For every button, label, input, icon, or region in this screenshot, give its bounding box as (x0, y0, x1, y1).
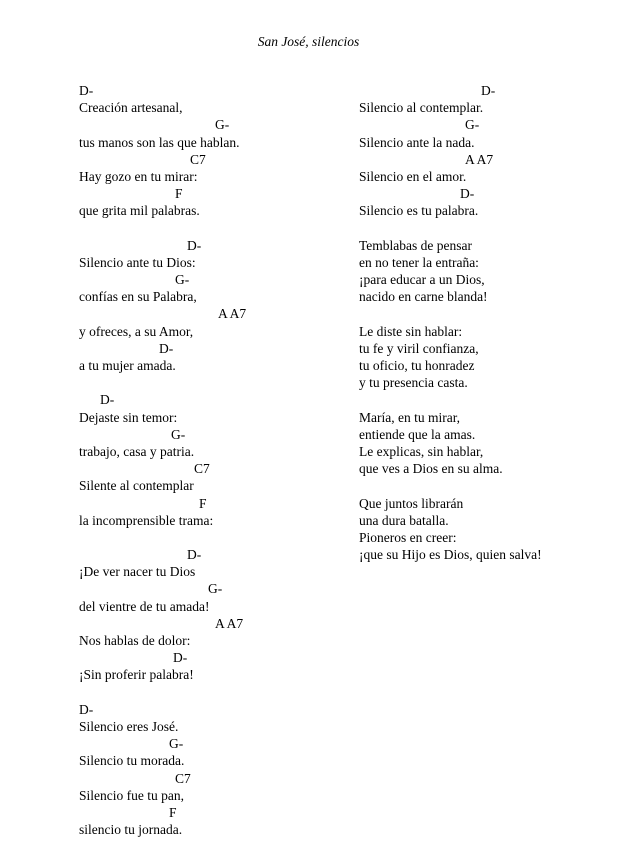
lyric: Silencio ante tu Dios: (79, 254, 196, 270)
chord-line (79, 185, 289, 202)
chord-line (79, 735, 289, 752)
lyric-line (359, 168, 599, 185)
stanza-gap (359, 391, 599, 408)
chord-line (79, 546, 289, 563)
chord: F (199, 495, 207, 511)
chord: F (169, 804, 177, 820)
lyric: Silencio al contemplar. (359, 100, 484, 116)
chord: G- (465, 117, 480, 133)
lyric-line (79, 409, 289, 426)
chord: D- (187, 547, 202, 563)
lyric: Que juntos librarán (359, 495, 464, 511)
lyric: que grita mil palabras. (79, 203, 200, 219)
stanza-gap (79, 684, 289, 701)
chord: C7 (175, 770, 191, 786)
lyric: entiende que la amas. (359, 426, 476, 442)
lyric: a tu mujer amada. (79, 358, 176, 373)
chord: G- (215, 117, 230, 133)
page-title: San José, silencios (257, 34, 360, 49)
lyric: trabajo, casa y patria. (79, 443, 195, 459)
lyric: una dura batalla. (359, 512, 449, 528)
lyric: tus manos son las que hablan. (79, 134, 240, 150)
lyric-line (79, 598, 289, 615)
lyric-line (359, 529, 599, 546)
lyric-line (359, 495, 599, 512)
lyric: ¡que su Hijo es Dios, quien salva! (359, 547, 542, 563)
lyric: Temblabas de pensar (359, 237, 473, 253)
lyric: Dejaste sin temor: (79, 409, 178, 425)
lyric: tu oficio, tu honradez (359, 358, 475, 373)
lyric-line (359, 99, 599, 116)
chord: G- (175, 272, 190, 288)
lyric: confías en su Palabra, (79, 289, 197, 305)
lyric: tu fe y viril confianza, (359, 340, 479, 356)
lyric-line (79, 752, 289, 769)
chord-line (79, 615, 289, 632)
lyric: y tu presencia casta. (359, 375, 468, 391)
lyric: en no tener la entraña: (359, 254, 479, 270)
chord-line (359, 116, 599, 133)
lyric: Silencio fue tu pan, (79, 787, 184, 803)
lyric: del vientre de tu amada! (79, 598, 210, 614)
chord: A A7 (218, 306, 247, 322)
lyric: Hay gozo en tu mirar: (79, 168, 198, 184)
lyric-line (359, 374, 599, 391)
lyric: Silencio es tu palabra. (359, 203, 479, 219)
chord-line (79, 495, 289, 512)
lyric-line (79, 168, 289, 185)
lyric: Silencio eres José. (79, 718, 179, 734)
chord: D- (79, 83, 94, 98)
lyric-line (359, 288, 599, 305)
lyric: ¡De ver nacer tu Dios (79, 564, 196, 580)
stanza-gap (79, 220, 289, 237)
lyric-line (79, 512, 289, 529)
chord-line (79, 151, 289, 168)
lyric-line (79, 323, 289, 340)
stanza-gap (359, 220, 599, 237)
lyric: que ves a Dios en su alma. (359, 461, 503, 477)
chord-line (79, 460, 289, 477)
lyric: Le diste sin hablar: (359, 323, 463, 339)
lyric-line (79, 134, 289, 151)
chord-line (79, 649, 289, 666)
chord-line (79, 770, 289, 787)
lyric-line (359, 202, 599, 219)
lyric-line (359, 134, 599, 151)
right-column (359, 82, 599, 563)
lyric-line (359, 546, 599, 563)
lyric-line (79, 477, 289, 494)
chord: F (175, 186, 183, 202)
chord: D- (187, 237, 202, 253)
chord: G- (169, 736, 184, 752)
lyric-line (359, 340, 599, 357)
chord: D- (79, 701, 94, 717)
chord: D- (173, 650, 188, 666)
stanza-gap (359, 477, 599, 494)
lyric-line (79, 563, 289, 580)
chord: G- (208, 581, 223, 597)
lyric-line (359, 323, 599, 340)
lyric: María, en tu mirar, (359, 409, 461, 425)
lyric-line (359, 460, 599, 477)
lyric-line (79, 821, 289, 838)
chord: A A7 (465, 151, 494, 167)
chord-line (79, 237, 289, 254)
lyric: Silencio en el amor. (359, 168, 467, 184)
lyric-line (79, 666, 289, 683)
lyric-line (79, 718, 289, 735)
lyric-line (79, 202, 289, 219)
lyric: Silencio ante la nada. (359, 134, 475, 150)
chord-line (79, 701, 289, 718)
lyric: ¡para educar a un Dios, (359, 272, 485, 288)
lyric: ¡Sin proferir palabra! (79, 667, 194, 683)
chord-line (79, 580, 289, 597)
lyric: nacido en carne blanda! (359, 289, 488, 305)
lyric-line (359, 512, 599, 529)
left-column (79, 82, 289, 838)
lyric: Le explicas, sin hablar, (359, 443, 484, 459)
chord-line (359, 151, 599, 168)
lyric-line (359, 357, 599, 374)
chord: G- (171, 426, 186, 442)
lyric-line (79, 254, 289, 271)
lyric: silencio tu jornada. (79, 822, 183, 838)
chord-line (79, 804, 289, 821)
chord-line (79, 426, 289, 443)
lyric-line (359, 271, 599, 288)
lyric-line (79, 632, 289, 649)
lyric: Nos hablas de dolor: (79, 633, 191, 648)
chord: D- (159, 340, 174, 356)
lyric-line (79, 288, 289, 305)
stanza-gap (359, 305, 599, 322)
lyric-line (359, 409, 599, 426)
chord-line (79, 340, 289, 357)
lyric-line (79, 787, 289, 804)
chord: D- (460, 186, 475, 202)
stanza-gap (79, 529, 289, 546)
chord: A A7 (215, 615, 244, 631)
chord-line (79, 305, 289, 322)
lyric: Creación artesanal, (79, 100, 183, 116)
lyric: Pioneros en creer: (359, 529, 457, 545)
lyric: y ofreces, a su Amor, (79, 323, 194, 339)
lyric-line (79, 443, 289, 460)
chord: D- (481, 83, 496, 98)
chord: C7 (194, 461, 210, 477)
lyric-line (79, 99, 289, 116)
lyric: Silente al contemplar (79, 478, 194, 494)
chord-line (79, 116, 289, 133)
lyric-line (79, 357, 289, 374)
chord-line (359, 82, 599, 99)
lyric: Silencio tu morada. (79, 753, 185, 769)
lyric-line (359, 443, 599, 460)
chord-line (79, 271, 289, 288)
chord: C7 (190, 151, 206, 167)
lyric-line (359, 426, 599, 443)
lyric-line (359, 254, 599, 271)
lyric-line (359, 237, 599, 254)
chord-line (359, 185, 599, 202)
chord-line (79, 82, 289, 99)
chord-line (79, 391, 289, 408)
stanza-gap (79, 374, 289, 391)
chord: D- (100, 392, 115, 408)
lyric: la incomprensible trama: (79, 512, 214, 528)
